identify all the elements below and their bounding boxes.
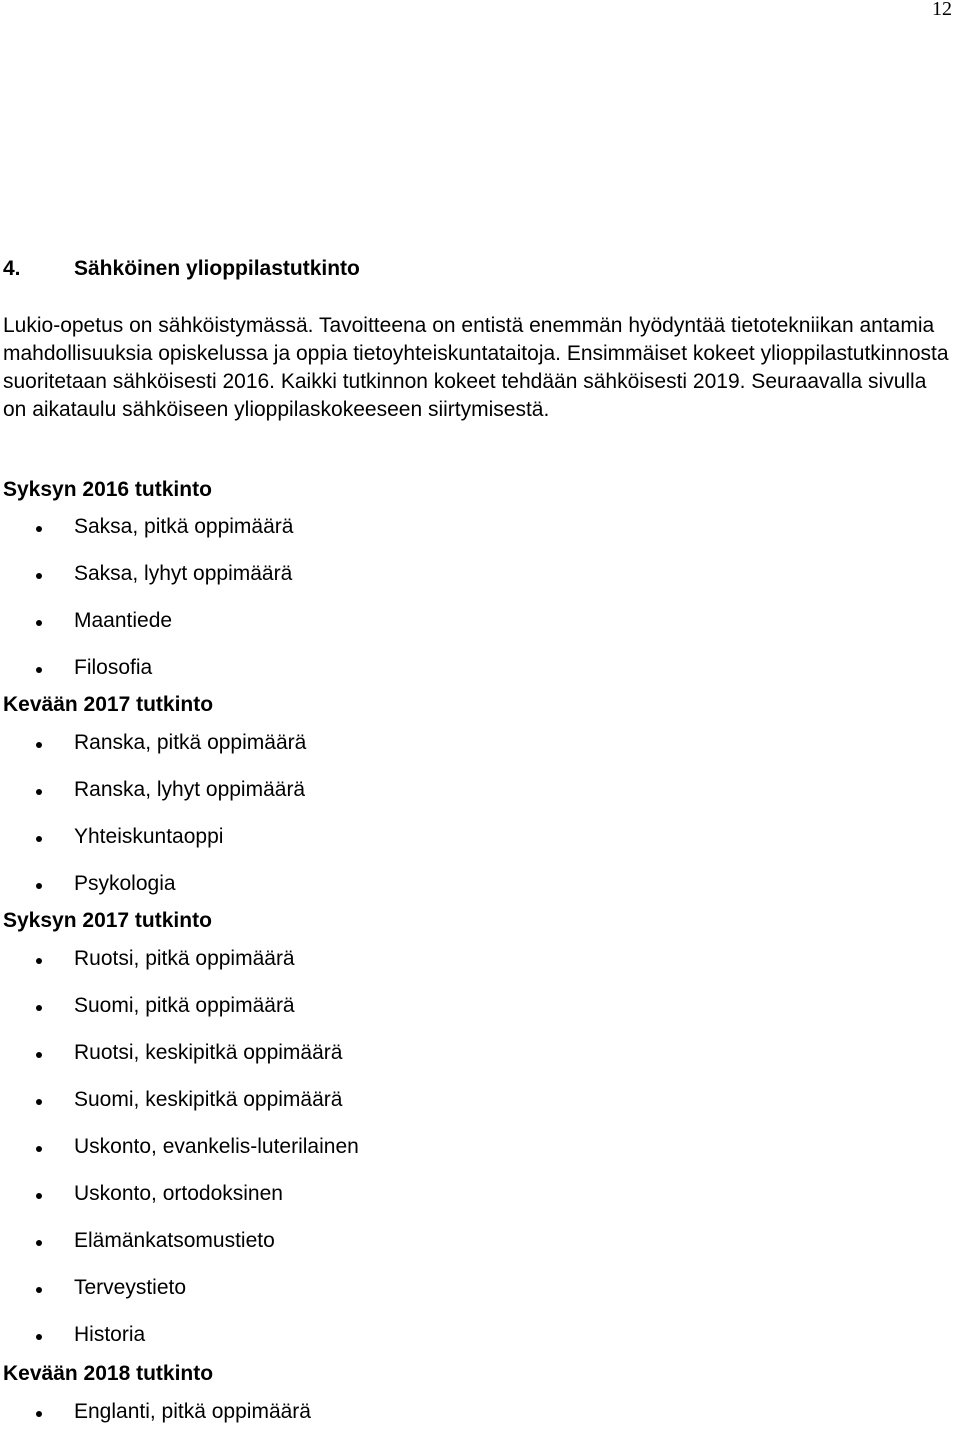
bullet-icon xyxy=(36,667,42,673)
bullet-icon xyxy=(36,1240,42,1246)
bullet-icon xyxy=(36,1287,42,1293)
page-number: 12 xyxy=(932,0,952,20)
bullet-icon xyxy=(36,789,42,795)
bullet-icon xyxy=(36,742,42,748)
intro-paragraph: Lukio-opetus on sähköistymässä. Tavoitteena on entistä enemmän hyödyntää tietotekniikan antamia mahdollisuuksia opiskelussa ja oppia tietoyhteiskuntataitoja. Ensimmäiset kokeet ylioppilastutkinnosta suoritetaan sähköisesti 2016. Kaikki tutkinnon kokeet tehdään sähköisesti 2019. Seuraavalla sivulla on aikataulu sähköiseen ylioppilaskokeeseen siirtymisestä. xyxy=(3,314,949,421)
section-heading xyxy=(3,254,360,284)
bullet-icon xyxy=(36,620,42,626)
bullet-icon xyxy=(36,1411,42,1417)
bullet-icon xyxy=(36,883,42,889)
bullet-icon xyxy=(36,1146,42,1152)
bullet-icon xyxy=(36,1099,42,1105)
bullet-icon xyxy=(36,836,42,842)
bullet-icon xyxy=(36,1052,42,1058)
exam-heading: Syksyn 2016 tutkinto xyxy=(3,478,212,501)
bullet-icon xyxy=(36,958,42,964)
section-title: Sähköinen ylioppilastutkinto xyxy=(74,257,360,280)
bullet-icon xyxy=(36,1334,42,1340)
exam-heading: Kevään 2018 tutkinto xyxy=(3,1362,214,1385)
exam-heading: Kevään 2017 tutkinto xyxy=(3,693,214,716)
bullet-icon xyxy=(36,1005,42,1011)
bullet-icon xyxy=(36,1193,42,1199)
section-number: 4. xyxy=(3,257,21,280)
exam-heading: Syksyn 2017 tutkinto xyxy=(3,909,212,932)
bullet-icon xyxy=(36,573,42,579)
bullet-icon xyxy=(36,526,42,532)
